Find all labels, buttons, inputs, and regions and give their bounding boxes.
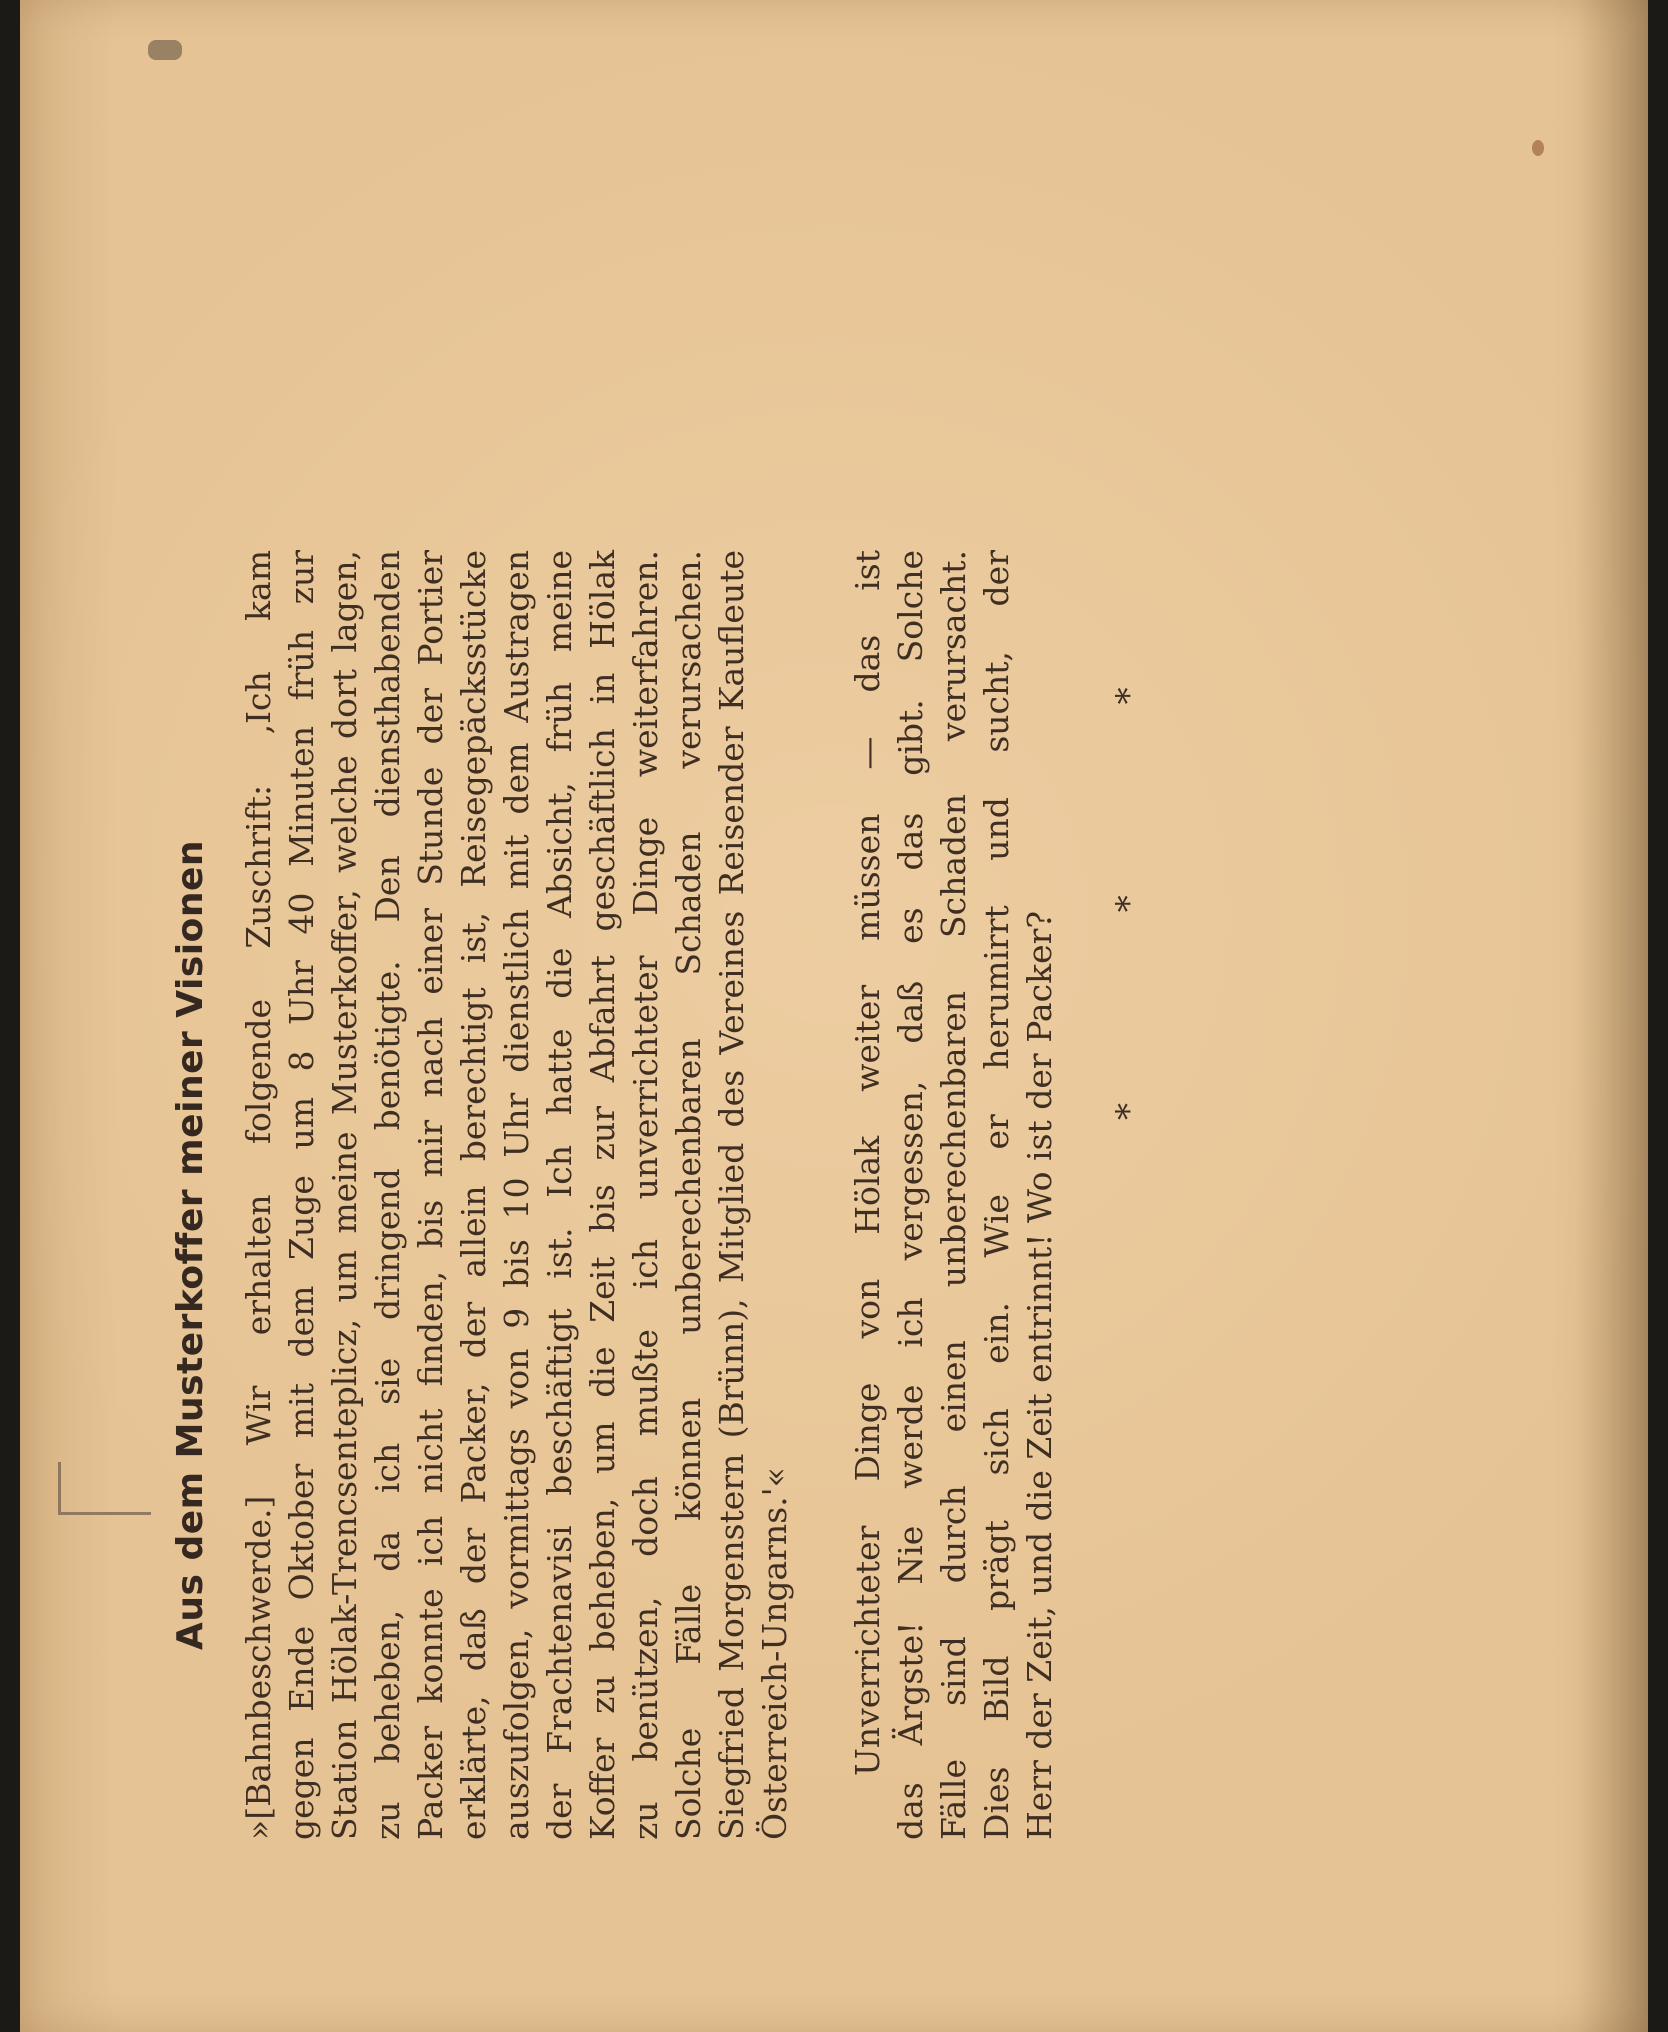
quote-line: Station Hölak-Trencsenteplicz, um meine Musterkoffer, welche dort lagen,	[325, 550, 364, 1840]
article-title: Aus dem Musterkoffer meiner Visionen	[170, 839, 211, 1650]
rotated-article	[170, 190, 1210, 1840]
paper-stain	[1532, 140, 1544, 156]
quote-line: Solche Fälle können unberechenbaren Schaden verursachen.	[669, 550, 708, 1840]
quote-line: zu beheben, da ich sie dringend benötigte. Den diensthabenden	[368, 550, 407, 1840]
section-separator: * * *	[1109, 597, 1149, 1120]
quote-line: Österreich-Ungarns.'«	[755, 1467, 794, 1840]
quote-line: der Frachtenavisi beschäftigt ist. Ich hatte die Absicht, früh meine	[540, 550, 579, 1840]
quote-line: auszufolgen, vormittags von 9 bis 10 Uhr dienstlich mit dem Austragen	[497, 550, 536, 1840]
quoted-letter	[237, 190, 796, 1840]
paragraph-line: das Ärgste! Nie werde ich vergessen, daß es das gibt. Solche	[891, 550, 930, 1840]
paragraph-line: Fälle sind durch einen unberechenbaren Schaden verursacht.	[934, 550, 973, 1840]
commentary-paragraph	[846, 190, 1061, 1840]
pencil-bracket-mark	[58, 1462, 151, 1515]
paragraph-line: Unverrichteter Dinge von Hölak weiter müssen — das ist	[848, 550, 887, 1776]
binding-shadow	[1576, 0, 1648, 2032]
paragraph-line: Dies Bild prägt sich ein. Wie er herumirrt und sucht, der	[977, 550, 1016, 1840]
paragraph-line: Herr der Zeit, und die Zeit entrinnt! Wo ist der Packer?	[1020, 910, 1059, 1840]
staple-hole	[148, 40, 182, 60]
quote-line: »[Bahnbeschwerde.] Wir erhalten folgende Zuschrift: ‚Ich kam	[239, 550, 278, 1840]
quote-line: Siegfried Morgenstern (Brünn), Mitglied des Vereines Reisender Kaufleute	[712, 550, 751, 1840]
quote-line: gegen Ende Oktober mit dem Zuge um 8 Uhr 40 Minuten früh zur	[282, 550, 321, 1840]
quote-line: Packer konnte ich nicht finden, bis mir nach einer Stunde der Portier	[411, 550, 450, 1840]
quote-line: zu benützen, doch mußte ich unverrichteter Dinge weiterfahren.	[626, 550, 665, 1840]
quote-line: erklärte, daß der Packer, der allein berechtigt ist, Reisegepäcksstücke	[454, 550, 493, 1840]
quote-line: Koffer zu beheben, um die Zeit bis zur Abfahrt geschäftlich in Hölak	[583, 550, 622, 1840]
